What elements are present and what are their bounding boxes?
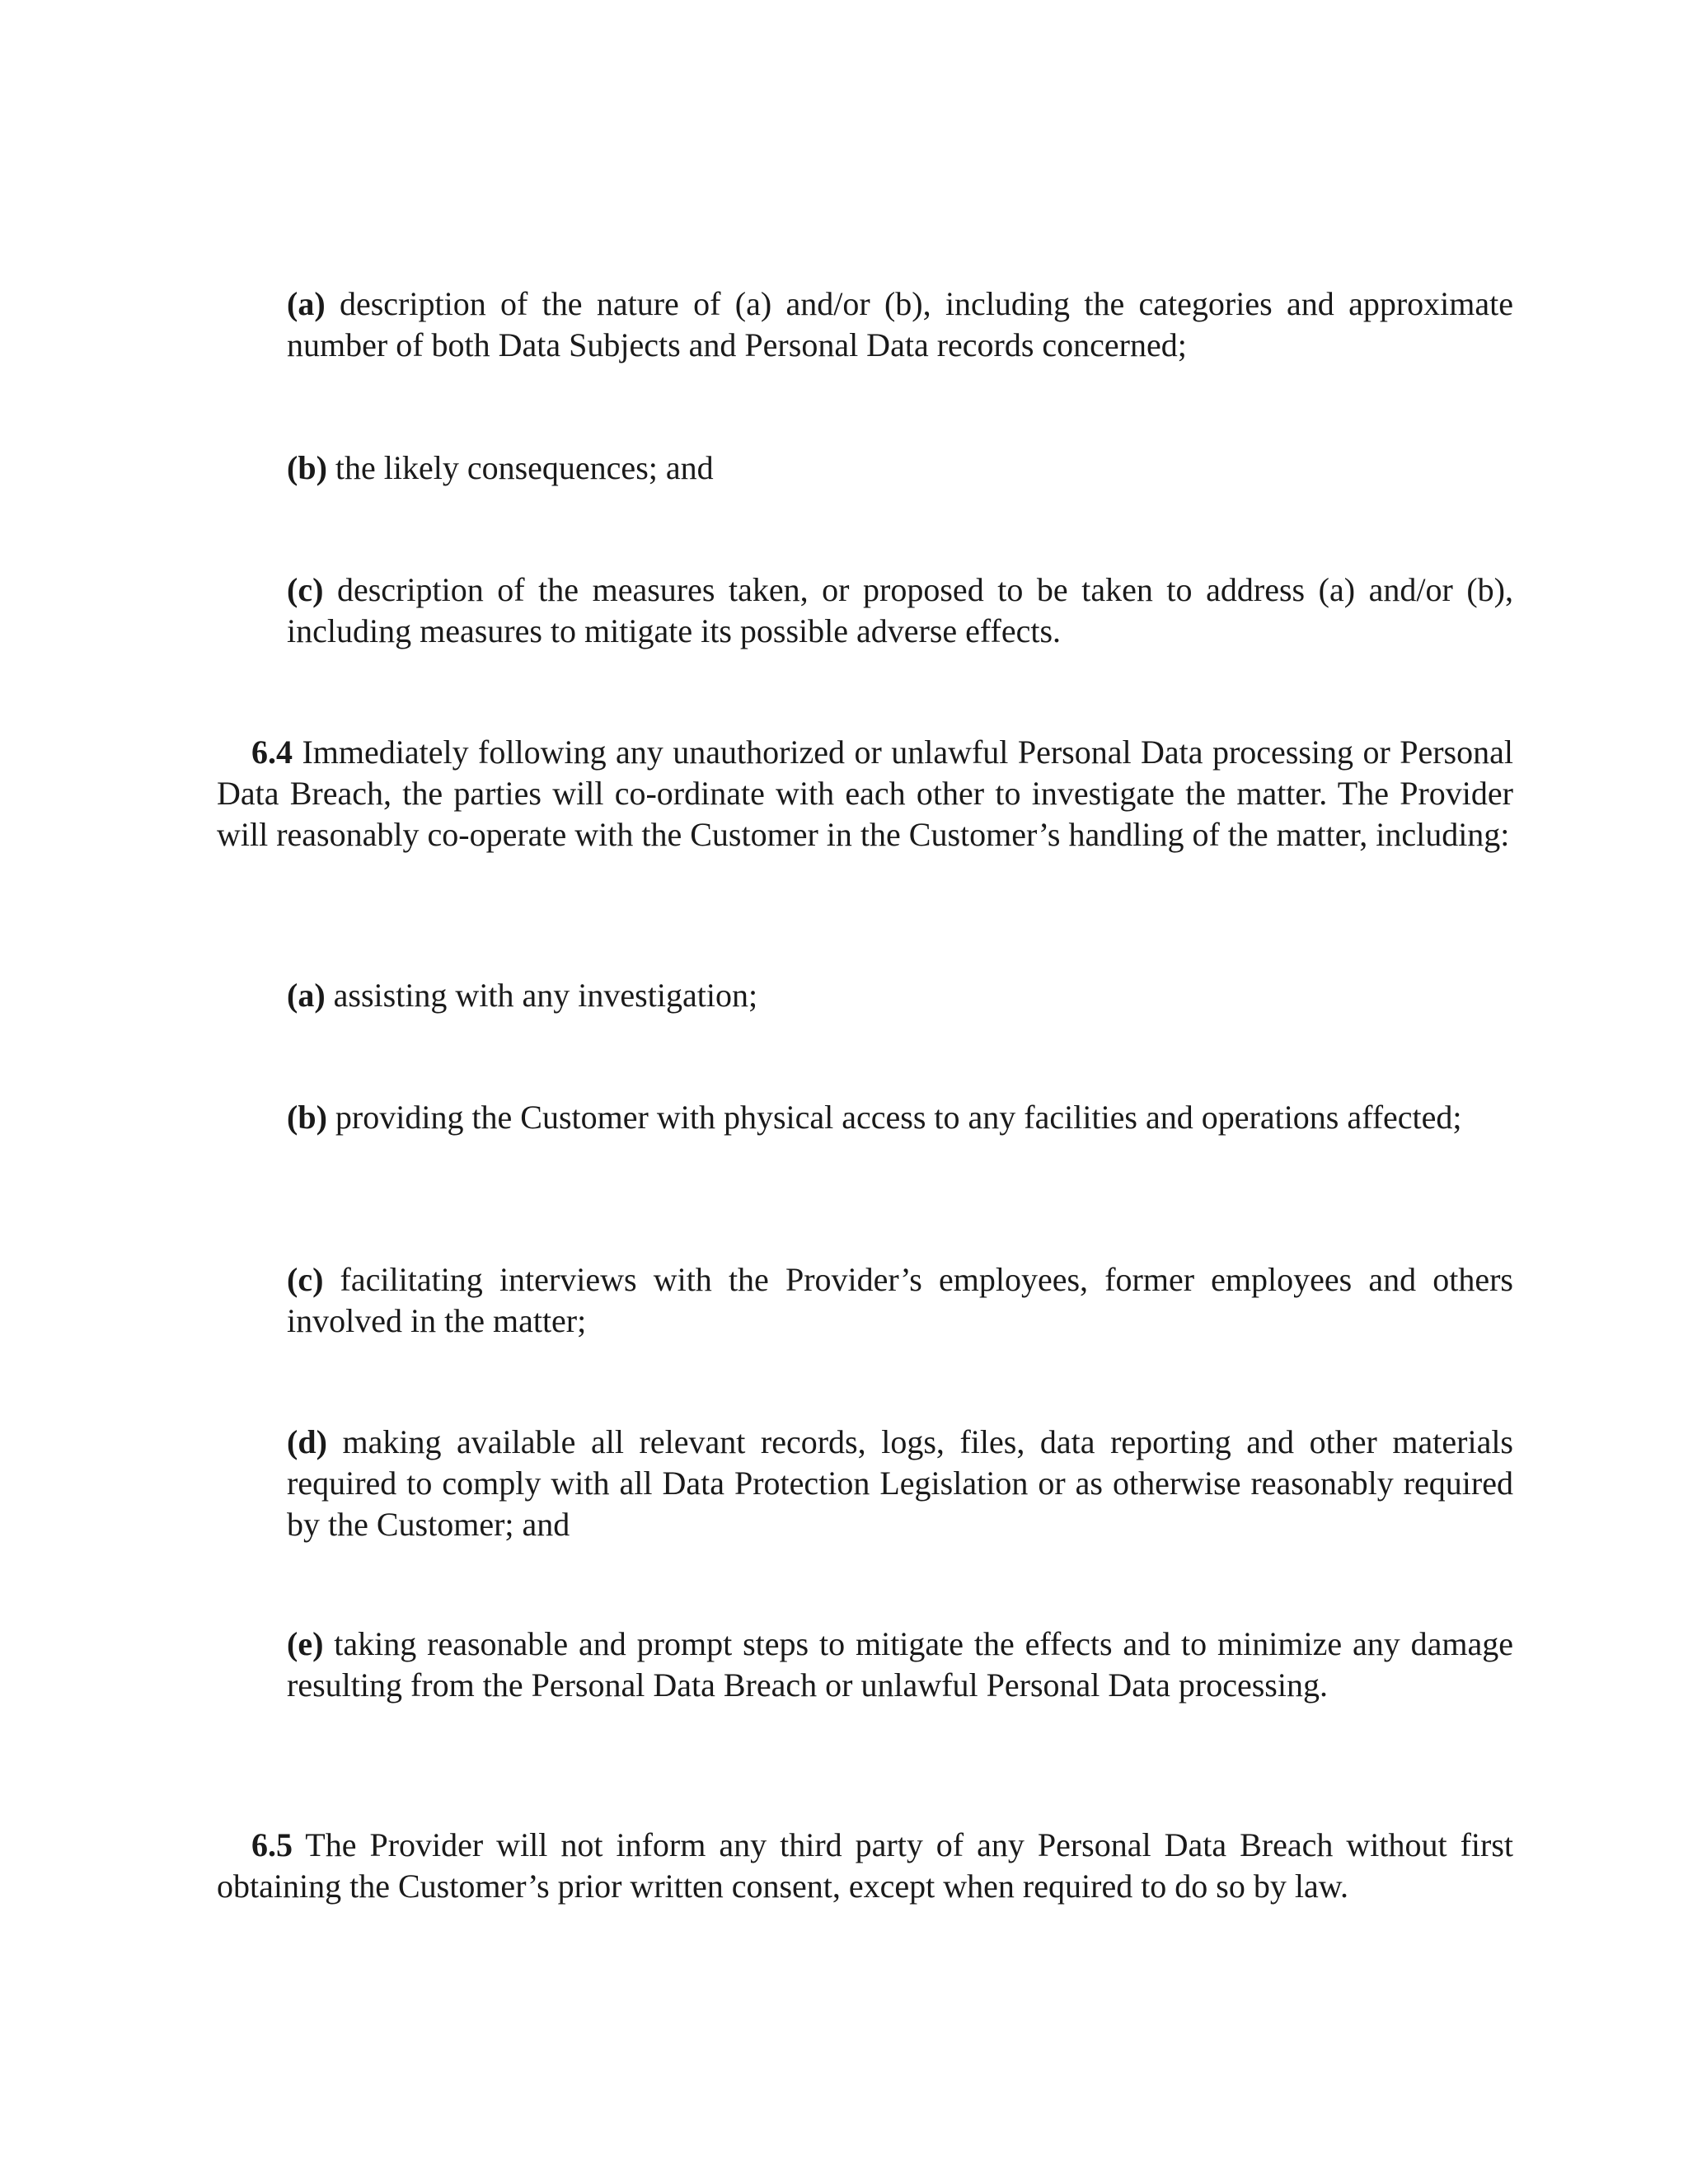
clause-6-3-item-c — [287, 569, 1513, 652]
clause-number: 6.5 — [251, 1826, 293, 1863]
item-text: facilitating interviews with the Provider’s employees, former employees and others involved in the matter; — [287, 1261, 1513, 1339]
item-marker: (d) — [287, 1423, 327, 1460]
item-marker: (c) — [287, 571, 324, 608]
item-marker: (e) — [287, 1625, 324, 1662]
item-text: taking reasonable and prompt steps to mitigate the effects and to minimize any damage resulting from the Personal Data Breach or unlawful Personal Data processing. — [287, 1625, 1513, 1704]
item-marker: (b) — [287, 449, 327, 486]
item-text: description of the measures taken, or proposed to be taken to address (a) and/or (b), including measures to mitigate its possible adverse effects. — [287, 571, 1513, 649]
clause-6-4-item-a — [287, 975, 1513, 1016]
item-marker: (a) — [287, 285, 326, 322]
clause-6-5 — [217, 1825, 1513, 1907]
item-text: making available all relevant records, logs, files, data reporting and other materials required to comply with all Data Protection Legislation or as otherwise reasonably required by the Customer; and — [287, 1423, 1513, 1543]
item-text: assisting with any investigation; — [325, 977, 758, 1014]
clause-6-4-item-b — [287, 1097, 1513, 1138]
clause-number: 6.4 — [251, 733, 293, 771]
item-marker: (b) — [287, 1099, 327, 1136]
clause-6-3-item-a — [287, 284, 1513, 366]
item-marker: (c) — [287, 1261, 324, 1298]
clause-6-4 — [217, 732, 1513, 855]
clause-6-3-item-b — [287, 448, 1513, 489]
clause-6-4-item-c — [287, 1259, 1513, 1342]
item-text: description of the nature of (a) and/or (b), including the categories and approximate number of both Data Subjects and Personal Data records concerned; — [287, 285, 1513, 363]
clause-6-4-item-d — [287, 1422, 1513, 1545]
clause-6-4-item-e — [287, 1624, 1513, 1706]
item-text: providing the Customer with physical access to any facilities and operations affected; — [326, 1099, 1462, 1136]
clause-text: The Provider will not inform any third party of any Personal Data Breach without first obtaining the Customer’s prior written consent, except when required to do so by law. — [217, 1826, 1513, 1905]
item-marker: (a) — [287, 977, 326, 1014]
clause-text: Immediately following any unauthorized or unlawful Personal Data processing or Personal Data Breach, the parties will co-ordinate with each other to investigate the matter. The Provider will reasonably co-operate with the Customer in the Customer’s handling of the matter, including: — [217, 733, 1513, 853]
item-text: the likely consequences; and — [326, 449, 714, 486]
